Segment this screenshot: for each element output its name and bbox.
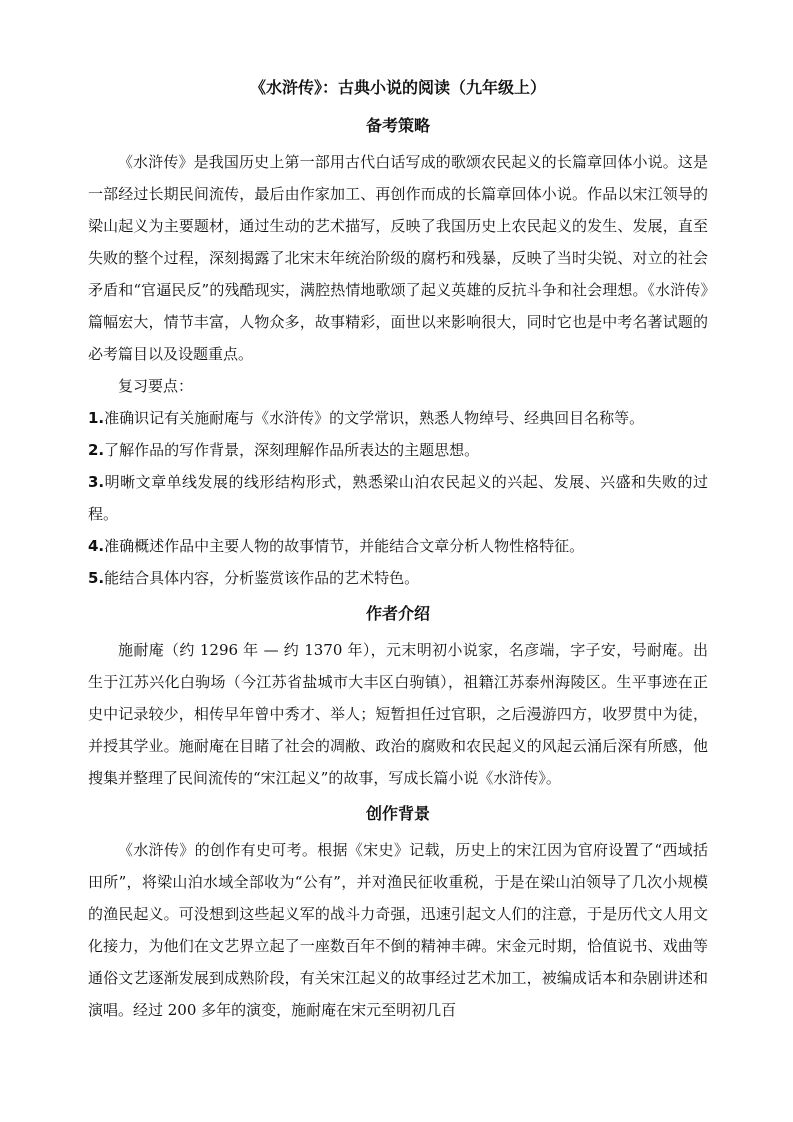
- review-point-number: 2.: [88, 441, 105, 459]
- strategy-intro-paragraph: 《水浒传》是我国历史上第一部用古代白话写成的歌颂农民起义的长篇章回体小说。这是一部经过长期民间流传，最后由作家加工、再创作而成的长篇章回体小说。作品以宋江领导的梁山起义为主要题材，通过生动的艺术描写，反映了我国历史上农民起义的发生、发展，直至失败的整个过程，深刻揭露了北宋末年统治阶级的腐朽和残暴，反映了当时尖锐、对立的社会矛盾和“官逼民反”的残酷现实，满腔热情地歌颂了起义英雄的反抗斗争和社会理想。《水浒传》篇幅宏大，情节丰富，人物众多，故事精彩，面世以来影响很大，同时它也是中考名著试题的必考篇目以及设题重点。: [88, 153, 708, 363]
- review-point-item: [88, 434, 708, 466]
- review-point-number: 5.: [88, 569, 105, 587]
- document-title: 《水浒传》：古典小说的阅读（九年级上）: [249, 78, 546, 97]
- review-point-text: 准确概述作品中主要人物的故事情节，并能结合文章分析人物性格特征。: [104, 537, 585, 555]
- review-point-number: 1.: [88, 409, 105, 427]
- review-point-number: 4.: [88, 537, 105, 555]
- review-point-text: 准确识记有关施耐庵与《水浒传》的文学常识，熟悉人物绰号、经典回目名称等。: [104, 409, 645, 427]
- review-point-text: 能结合具体内容，分析鉴赏该作品的艺术特色。: [104, 569, 420, 587]
- review-point-text: 了解作品的写作背景，深刻理解作品所表达的主题思想。: [104, 441, 480, 459]
- review-point-item: [88, 530, 708, 562]
- section-heading-author: 作者介绍: [365, 604, 430, 623]
- review-point-text: 明晰文章单线发展的线形结构形式，熟悉梁山泊农民起义的兴起、发展、兴盛和失败的过程。: [88, 473, 708, 523]
- section-heading-background: 创作背景: [365, 804, 430, 823]
- document-body: [88, 76, 708, 1026]
- section-heading-strategy: 备考策略: [365, 116, 430, 135]
- review-point-item: [88, 466, 708, 530]
- review-point-item: [88, 402, 708, 434]
- author-paragraph: 施耐庵（约 1296 年 — 约 1370 年），元末明初小说家，名彦端，字子安，号耐庵。出生于江苏兴化白驹场（今江苏省盐城市大丰区白驹镇），祖籍江苏泰州海陵区。生平事迹在正史中记录较少，相传早年曾中秀才、举人；短暂担任过官职，之后漫游四方，收罗贯中为徒，并授其学业。施耐庵在目睹了社会的凋敝、政治的腐败和农民起义的风起云涌后深有所感，他搜集并整理了民间流传的“宋江起义”的故事，写成长篇小说《水浒传》。: [88, 641, 708, 787]
- review-point-number: 3.: [88, 473, 105, 491]
- review-point-item: [88, 562, 708, 594]
- background-paragraph: 《水浒传》的创作有史可考。根据《宋史》记载，历史上的宋江因为官府设置了“西域括田所”，将梁山泊水域全部收为“公有”，并对渔民征收重税，于是在梁山泊领导了几次小规模的渔民起义。可没想到这些起义军的战斗力奇强，迅速引起文人们的注意，于是历代文人用文化接力，为他们在文艺界立起了一座数百年不倒的精神丰碑。宋金元时期，恰值说书、戏曲等通俗文艺逐渐发展到成熟阶段，有关宋江起义的故事经过艺术加工，被编成话本和杂剧讲述和演唱。经过 200 多年的演变，施耐庵在宋元至明初几百: [88, 841, 708, 1019]
- review-points-label: 复习要点：: [118, 377, 194, 395]
